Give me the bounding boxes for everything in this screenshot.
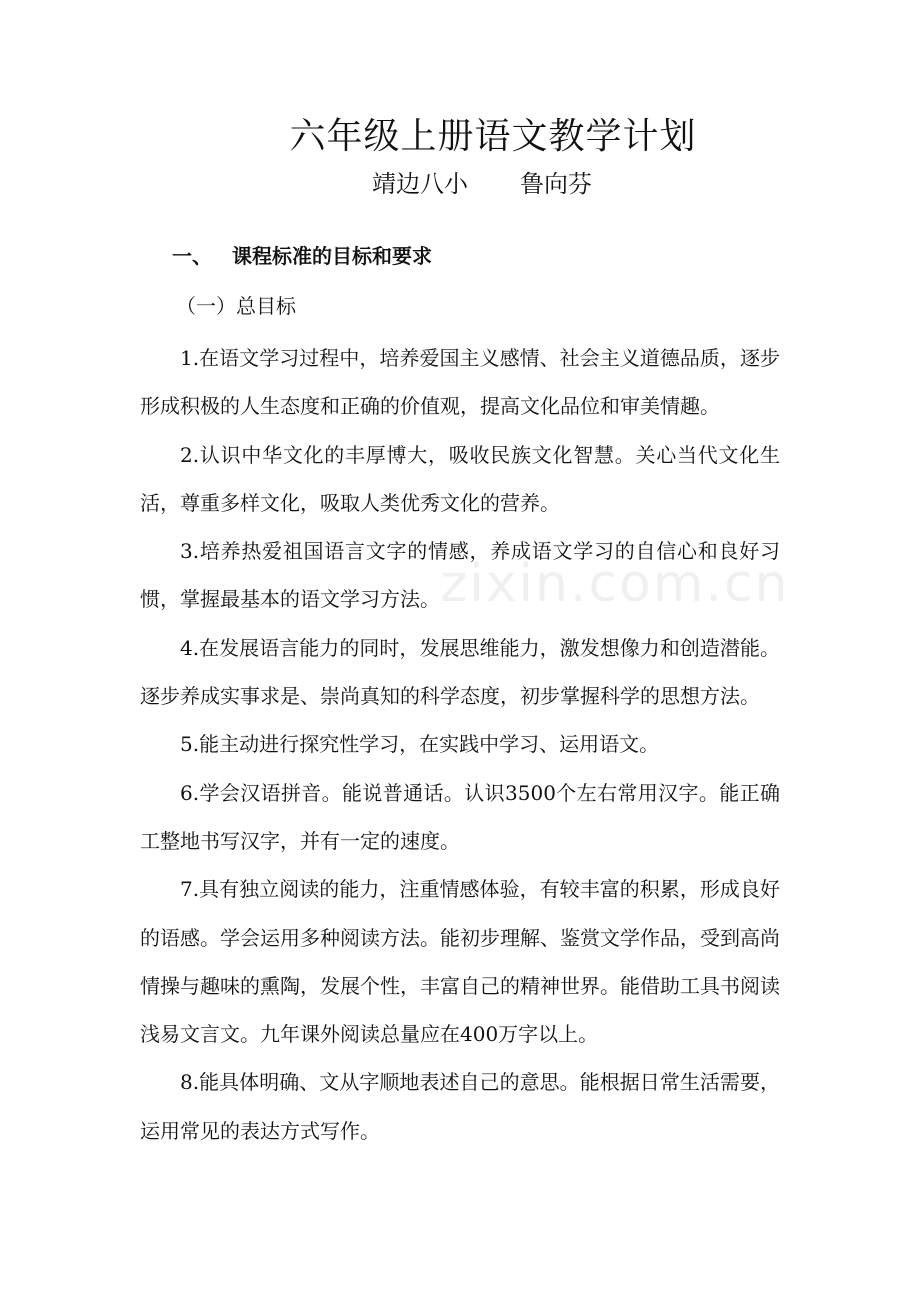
goal-paragraph-1: 1.在语文学习过程中，培养爱国主义感情、社会主义道德品质，逐步形成积极的人生态度和正确的价值观，提高文化品位和审美情趣。 — [140, 346, 780, 419]
section-number: 一、 — [172, 244, 212, 268]
goal-paragraph-4: 4.在发展语言能力的同时，发展思维能力，激发想像力和创造潜能。逐步养成实事求是、崇尚真知的科学态度，初步掌握科学的思想方法。 — [140, 635, 780, 709]
byline — [372, 166, 592, 202]
goal-paragraph-6: 6.学会汉语拼音。能说普通话。认识3500个左右常用汉字。能正确工整地书写汉字，并有一定的速度。 — [140, 780, 780, 853]
goal-paragraph-5: 5.能主动进行探究性学习，在实践中学习、运用语文。 — [180, 732, 660, 757]
goal-paragraph-3: 3.培养热爱祖国语言文字的情感，养成语文学习的自信心和良好习惯，掌握最基本的语文学习方法。 — [140, 539, 780, 612]
school-name: 靖边八小 — [372, 170, 468, 198]
goal-paragraph-2: 2.认识中华文化的丰厚博大，吸收民族文化智慧。关心当代文化生活，尊重多样文化，吸取人类优秀文化的营养。 — [140, 442, 780, 515]
goal-paragraph-7: 7.具有独立阅读的能力，注重情感体验，有较丰富的积累，形成良好的语感。学会运用多种阅读方法。能初步理解、鉴赏文学作品，受到高尚情操与趣味的熏陶，发展个性，丰富自己的精神世界。能借助工具书阅读浅易文言文。九年课外阅读总量应在400万字以上。 — [140, 877, 780, 1047]
document-title: 六年级上册语文教学计划 — [289, 116, 697, 157]
watermark: zixin.com.cn — [440, 554, 790, 614]
section-title: 课程标准的目标和要求 — [232, 244, 432, 268]
subsection-heading: （一）总目标 — [176, 294, 296, 318]
goals-list — [140, 334, 780, 1155]
author-name: 鲁向芬 — [520, 170, 592, 198]
goal-paragraph-8: 8.能具体明确、文从字顺地表述自己的意思。能根据日常生活需要，运用常见的表达方式写作。 — [140, 1070, 780, 1143]
section-heading — [172, 240, 432, 272]
